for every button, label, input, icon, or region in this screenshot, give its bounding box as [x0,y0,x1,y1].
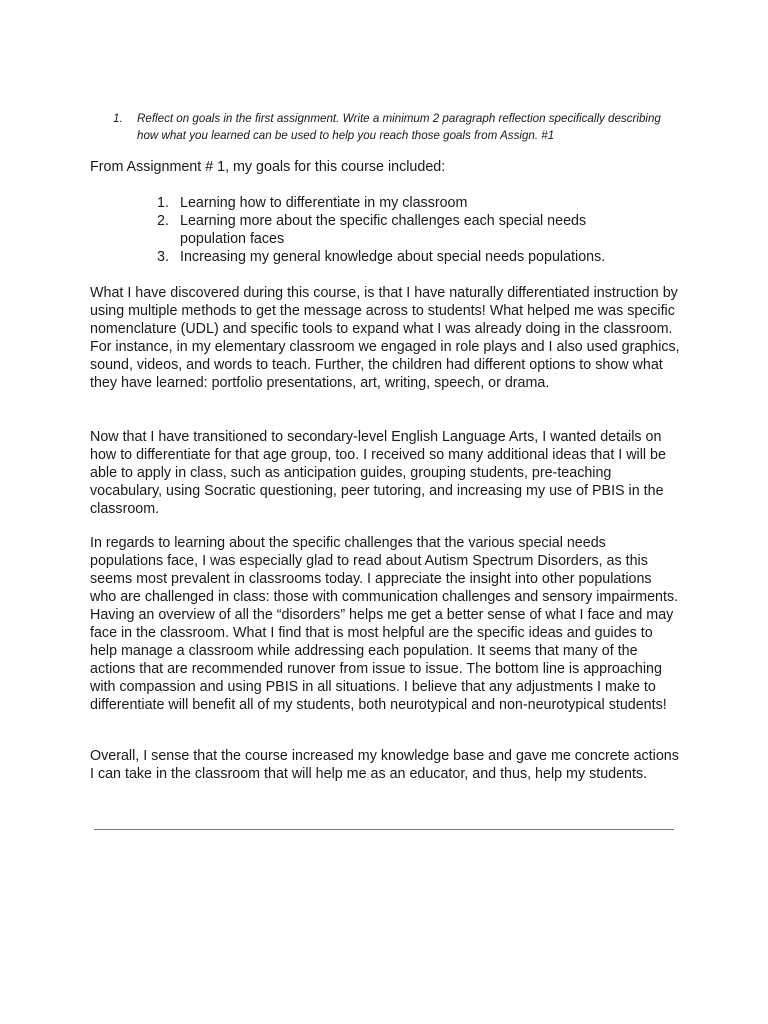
prompt-number: 1. [113,112,123,125]
paragraph-challenges: In regards to learning about the specific challenges that the various special needs populations face, I was especially glad to read about Autism Spectrum Disorders, as this seems most prevalent in classrooms today. I appreciate the insight into other populations who are challenged in class: those with communication challenges and sensory impairments. Having an overview of all the “disorders” helps me get a better sense of what I face and may face in the classroom. What I find that is most helpful are the specific ideas and guides to help manage a classroom while addressing each population. It seems that many of the actions that are recommended runover from issue to issue. The bottom line is approaching with compassion and using PBIS in all situations. I believe that any adjustments I make to differentiate will benefit all of my students, both neurotypical and non-neurotypical students! [90,535,679,713]
goals-intro: From Assignment # 1, my goals for this course included: [90,159,446,175]
goal-number: 1. [157,195,169,211]
prompt-text: Reflect on goals in the first assignment. Write a minimum 2 paragraph reflection specifically describing how what you learned can be used to help you reach those goals from Assign. #1 [137,112,661,142]
paragraph-secondary: Now that I have transitioned to secondary-level English Language Arts, I wanted details on how to differentiate for that age group, too. I received so many additional ideas that I will be able to apply in class, such as anticipation guides, grouping students, pre-teaching vocabulary, using Socratic questioning, peer tutoring, and increasing my use of PBIS in the classroom. [90,429,666,517]
assignment-prompt [113,110,673,144]
goals-list [157,194,637,266]
goal-number: 3. [157,249,169,265]
paragraph-discovery: What I have discovered during this course, is that I have naturally differentiated instruction by using multiple methods to get the message across to students! What helped me was specific nomenclature (UDL) and specific tools to expand what I was already doing in the classroom. For instance, in my elementary classroom we engaged in role plays and I also used graphics, sound, videos, and words to teach. Further, the children had different options to show what they have learned: portfolio presentations, art, writing, speech, or drama. [90,285,680,391]
horizontal-divider [94,829,674,830]
goal-text: Increasing my general knowledge about special needs populations. [180,249,606,265]
goal-item [157,248,637,266]
goal-text: Learning more about the specific challenges each special needs population faces [180,213,587,247]
goal-item [157,212,637,248]
goal-item [157,194,637,212]
goal-text: Learning how to differentiate in my classroom [180,195,468,211]
paragraph-overall: Overall, I sense that the course increased my knowledge base and gave me concrete actions I can take in the classroom that will help me as an educator, and thus, help my students. [90,748,679,782]
goal-number: 2. [157,213,169,229]
